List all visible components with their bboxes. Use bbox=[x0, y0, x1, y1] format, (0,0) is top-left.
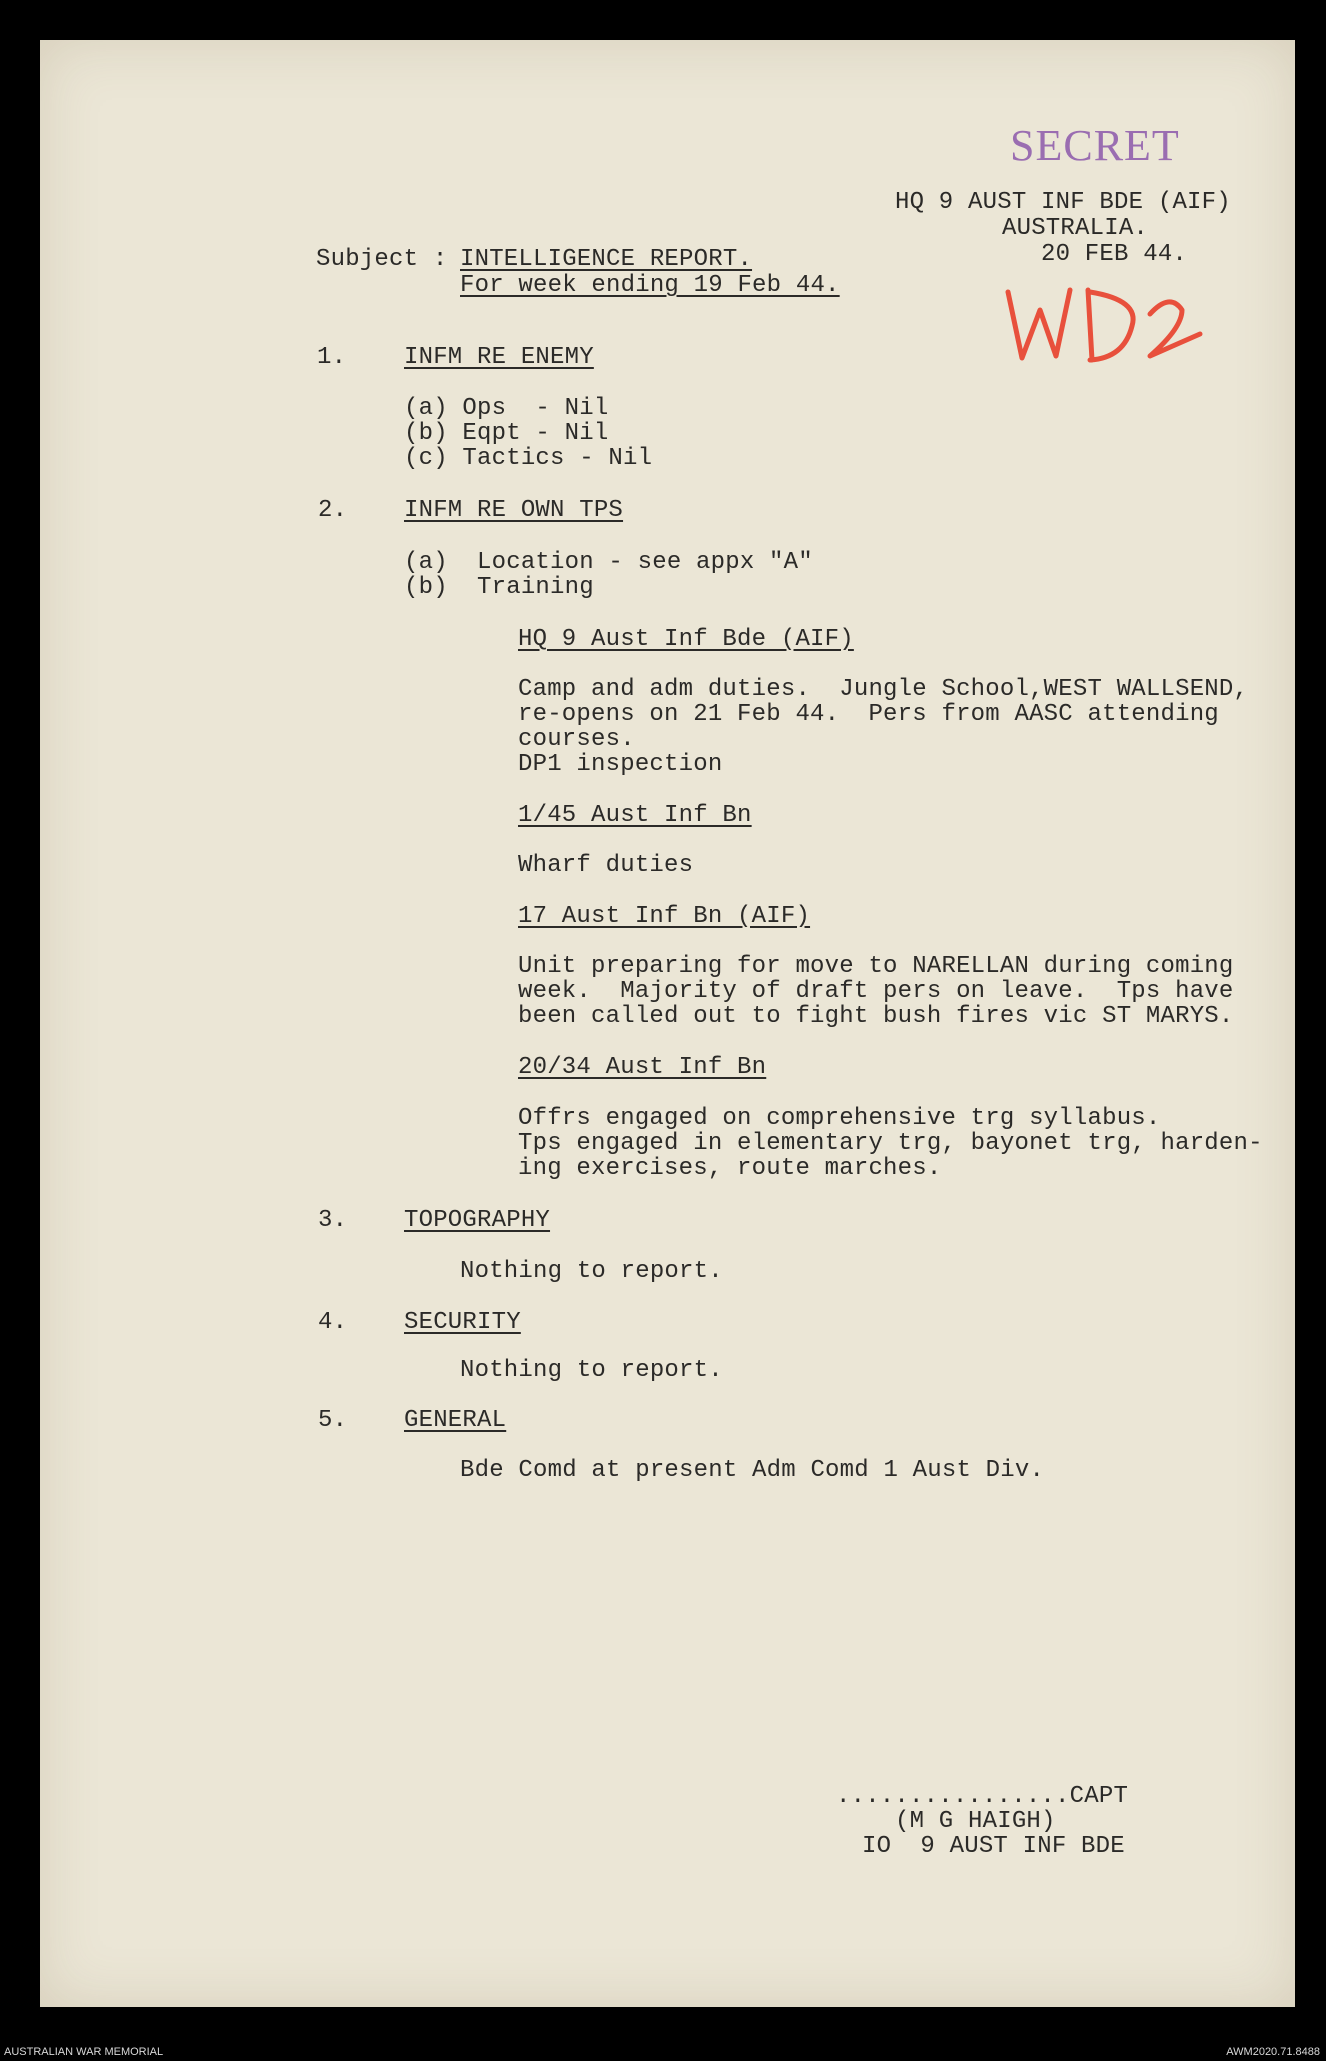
subject-label: Subject : bbox=[316, 246, 448, 273]
document-page bbox=[40, 40, 1295, 2007]
section-1-item-c: (c) Tactics - Nil bbox=[404, 445, 653, 472]
unit-3-line-2: week. Majority of draft pers on leave. Tps have bbox=[518, 978, 1234, 1005]
unit-4-line-2: Tps engaged in elementary trg, bayonet trg, harden- bbox=[518, 1130, 1263, 1157]
section-1-heading: INFM RE ENEMY bbox=[404, 344, 594, 371]
section-5-text: Bde Comd at present Adm Comd 1 Aust Div. bbox=[460, 1457, 1045, 1484]
section-4-text: Nothing to report. bbox=[460, 1357, 723, 1384]
subject-subtitle: For week ending 19 Feb 44. bbox=[460, 272, 840, 299]
header-line-2: AUSTRALIA. bbox=[1002, 215, 1149, 242]
signature-name: (M G HAIGH) bbox=[895, 1808, 1056, 1835]
section-1-item-b: (b) Eqpt - Nil bbox=[404, 420, 609, 447]
handwritten-annotation bbox=[1000, 280, 1210, 370]
unit-3-name: 17 Aust Inf Bn (AIF) bbox=[518, 903, 811, 930]
unit-1-line-1: Camp and adm duties. Jungle School,WEST WALLSEND, bbox=[518, 676, 1249, 703]
section-2-number: 2. bbox=[318, 497, 348, 524]
unit-1-line-4: DP1 inspection bbox=[518, 751, 723, 778]
unit-4-name: 20/34 Aust Inf Bn bbox=[518, 1054, 767, 1081]
section-5-heading: GENERAL bbox=[404, 1407, 507, 1434]
section-1-number: 1. bbox=[317, 344, 347, 371]
unit-4-line-3: ing exercises, route marches. bbox=[518, 1155, 942, 1182]
footer-right: AWM2020.71.8488 bbox=[1226, 2046, 1320, 2058]
header-line-1: HQ 9 AUST INF BDE (AIF) bbox=[895, 189, 1231, 216]
section-3-number: 3. bbox=[318, 1207, 348, 1234]
signature-line: ................CAPT bbox=[836, 1783, 1129, 1810]
unit-1-name: HQ 9 Aust Inf Bde (AIF) bbox=[518, 626, 854, 653]
unit-3-line-1: Unit preparing for move to NARELLAN during coming bbox=[518, 953, 1234, 980]
unit-1-line-2: re-opens on 21 Feb 44. Pers from AASC attending bbox=[518, 701, 1219, 728]
unit-1-line-3: courses. bbox=[518, 726, 635, 753]
header-line-3: 20 FEB 44. bbox=[1041, 241, 1188, 268]
section-5-number: 5. bbox=[318, 1407, 348, 1434]
section-2-item-b: (b) Training bbox=[404, 574, 594, 601]
section-3-heading: TOPOGRAPHY bbox=[404, 1207, 551, 1234]
unit-2-line-1: Wharf duties bbox=[518, 852, 694, 879]
footer-left: AUSTRALIAN WAR MEMORIAL bbox=[4, 2046, 164, 2058]
section-1-item-a: (a) Ops - Nil bbox=[404, 395, 609, 422]
section-2-heading: INFM RE OWN TPS bbox=[404, 497, 624, 524]
subject-title: INTELLIGENCE REPORT. bbox=[460, 246, 753, 273]
section-3-text: Nothing to report. bbox=[460, 1258, 723, 1285]
unit-3-line-3: been called out to fight bush fires vic ST MARYS. bbox=[518, 1003, 1234, 1030]
section-4-heading: SECURITY bbox=[404, 1309, 521, 1336]
section-2-item-a: (a) Location - see appx "A" bbox=[404, 549, 813, 576]
secret-stamp: SECRET bbox=[1010, 121, 1180, 170]
section-4-number: 4. bbox=[318, 1309, 348, 1336]
signature-title: IO 9 AUST INF BDE bbox=[862, 1833, 1125, 1860]
unit-2-name: 1/45 Aust Inf Bn bbox=[518, 802, 752, 829]
unit-4-line-1: Offrs engaged on comprehensive trg syllabus. bbox=[518, 1105, 1161, 1132]
